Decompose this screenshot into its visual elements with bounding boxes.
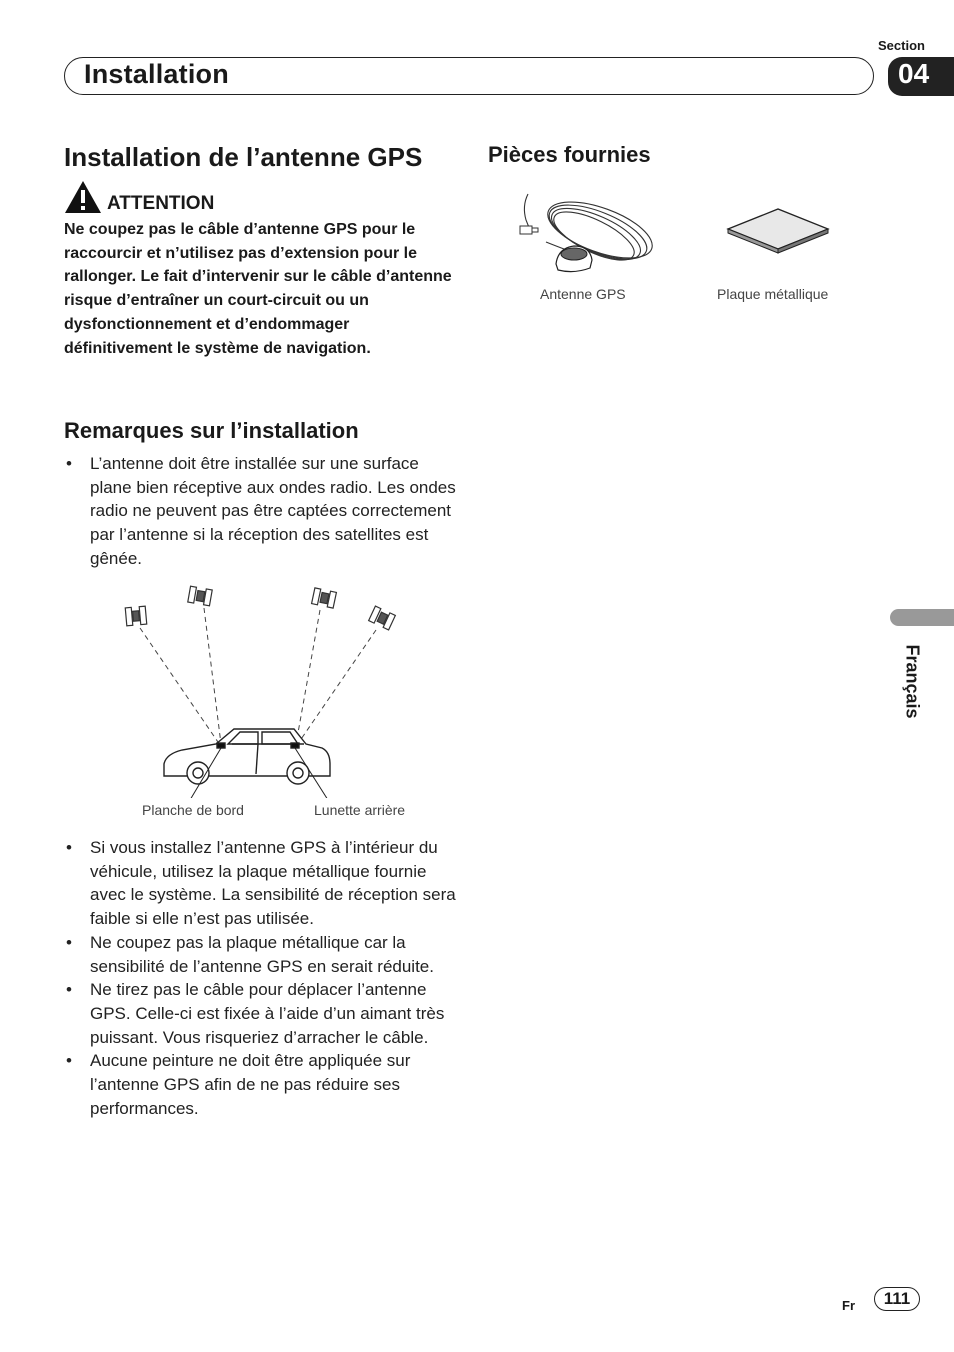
caption-rear-window: Lunette arrière <box>314 802 406 818</box>
page-number: 111 <box>883 1289 911 1308</box>
attention-text: Ne coupez pas le câble d’antenne GPS pour le raccourcir et n’utilisez pas d’extension pour le rallonger. Le fait d’intervenir sur le câble d’antenne risque d’entraîner un court-circuit ou un dysfonctionnement et d’endommager définitivement le système de navigation. <box>64 221 452 357</box>
gps-antenna-icon <box>516 182 661 280</box>
remarks-list-1 <box>64 452 456 571</box>
parts-heading: Pièces fournies <box>488 142 651 167</box>
language-label: Français <box>902 644 923 719</box>
section-number: 04 <box>898 58 930 89</box>
car-satellite-illustration <box>120 578 420 798</box>
list-item: • Si vous installez l’antenne GPS à l’intérieur du véhicule, utilisez la plaque métallique fournie avec le système. La sensibilité de réception sera faible si elle n’est pas utilisée. <box>64 836 456 931</box>
list-item: • L’antenne doit être installée sur une surface plane bien réceptive aux ondes radio. Les ondes radio ne peuvent pas être captées correctement par l’antenne si la réception des satellites est gênée. <box>64 452 456 571</box>
language-tab <box>890 609 954 626</box>
attention-label: ATTENTION <box>107 193 215 214</box>
list-item: • Ne coupez pas la plaque métallique car la sensibilité de l’antenne GPS en serait réduite. <box>64 931 456 978</box>
section-label: Section <box>878 38 925 53</box>
language-code: Fr <box>842 1298 855 1313</box>
warning-icon <box>64 180 102 214</box>
metal-plate-icon <box>722 205 832 255</box>
satellite-icon <box>125 586 395 630</box>
page-title: Installation de l’antenne GPS <box>64 142 423 172</box>
remarks-list-2 <box>64 836 456 1120</box>
list-item: • Ne tirez pas le câble pour déplacer l’antenne GPS. Celle-ci est fixée à l’aide d’un aimant très puissant. Vous risqueriez d’arracher le câble. <box>64 978 456 1049</box>
car-icon <box>164 729 330 784</box>
chapter-title: Installation <box>84 59 229 89</box>
caption-metal-plate: Plaque métallique <box>717 286 829 302</box>
remarks-heading: Remarques sur l’installation <box>64 418 359 443</box>
caption-dashboard: Planche de bord <box>142 802 244 818</box>
list-item: • Aucune peinture ne doit être appliquée sur l’antenne GPS afin de ne pas réduire ses performances. <box>64 1049 456 1120</box>
caption-gps-antenna: Antenne GPS <box>540 286 626 302</box>
